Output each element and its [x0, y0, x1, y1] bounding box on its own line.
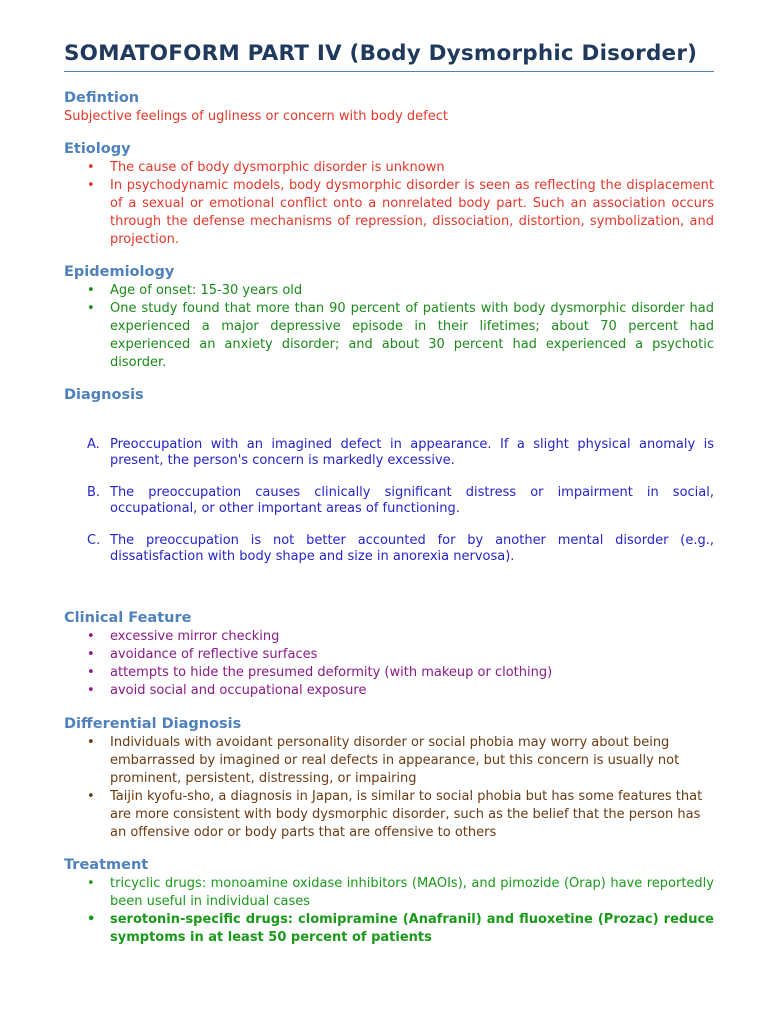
clinical-feature-heading: Clinical Feature — [64, 610, 192, 626]
etiology-list — [64, 159, 714, 249]
treatment-list — [64, 875, 714, 947]
epidemiology-heading: Epidemiology — [64, 264, 175, 280]
list-item: • avoidance of reflective surfaces — [64, 646, 714, 664]
list-marker: C. — [87, 533, 101, 548]
list-item: • Individuals with avoidant personality disorder or social phobia may worry about being embarrassed by imagined or real defects in appearance, but this concern is usually not prominent, persistent, distressing, or impairing — [64, 734, 714, 788]
document-page — [64, 40, 714, 947]
epidemiology-list — [64, 282, 714, 372]
list-item — [64, 533, 714, 565]
list-item: • tricyclic drugs: monoamine oxidase inhibitors (MAOIs), and pimozide (Orap) have reportedly been useful in individual cases — [64, 875, 714, 911]
differential-diagnosis-list — [64, 734, 714, 842]
list-text: Preoccupation with an imagined defect in appearance. If a slight physical anomaly is present, the person's concern is markedly excessive. — [110, 437, 714, 468]
list-item: • The cause of body dysmorphic disorder is unknown — [64, 159, 714, 177]
list-item: • attempts to hide the presumed deformity (with makeup or clothing) — [64, 664, 714, 682]
diagnosis-list — [64, 437, 714, 565]
list-item: • avoid social and occupational exposure — [64, 682, 714, 700]
treatment-heading: Treatment — [64, 857, 149, 873]
list-text: The preoccupation is not better accounted for by another mental disorder (e.g., dissatisfaction with body shape and size in anorexia nervosa). — [110, 533, 714, 564]
list-item: • Age of onset: 15-30 years old — [64, 282, 714, 300]
list-item: • excessive mirror checking — [64, 628, 714, 646]
list-item: • One study found that more than 90 percent of patients with body dysmorphic disorder had experienced a major depressive episode in their lifetimes; about 70 percent had experienced an anxiety disorder; and about 30 percent had experienced a psychotic disorder. — [64, 300, 714, 372]
list-item: • In psychodynamic models, body dysmorphic disorder is seen as reflecting the displacement of a sexual or emotional conflict onto a nonrelated body part. Such an association occurs through the defense mechanisms of repression, dissociation, distortion, symbolization, and projection. — [64, 177, 714, 249]
list-text: The preoccupation causes clinically significant distress or impairment in social, occupational, or other important areas of functioning. — [110, 485, 714, 516]
definition-text: Subjective feelings of ugliness or concern with body defect — [64, 109, 448, 124]
list-item: • Taijin kyofu-sho, a diagnosis in Japan, is similar to social phobia but has some features that are more consistent with body dysmorphic disorder, such as the belief that the person has an offensive odor or body parts that are offensive to others — [64, 788, 714, 842]
diagnosis-heading: Diagnosis — [64, 387, 144, 403]
etiology-heading: Etiology — [64, 141, 131, 157]
list-item: • serotonin-specific drugs: clomipramine (Anafranil) and fluoxetine (Prozac) reduce symptoms in at least 50 percent of patients — [64, 911, 714, 947]
differential-diagnosis-heading: Differential Diagnosis — [64, 716, 242, 732]
clinical-feature-list — [64, 628, 714, 700]
definition-heading: Defintion — [64, 90, 140, 106]
list-item — [64, 437, 714, 469]
list-marker: B. — [87, 485, 101, 500]
list-item — [64, 485, 714, 517]
page-title: SOMATOFORM PART IV (Body Dysmorphic Disorder) — [64, 40, 714, 72]
list-marker: A. — [87, 437, 100, 452]
